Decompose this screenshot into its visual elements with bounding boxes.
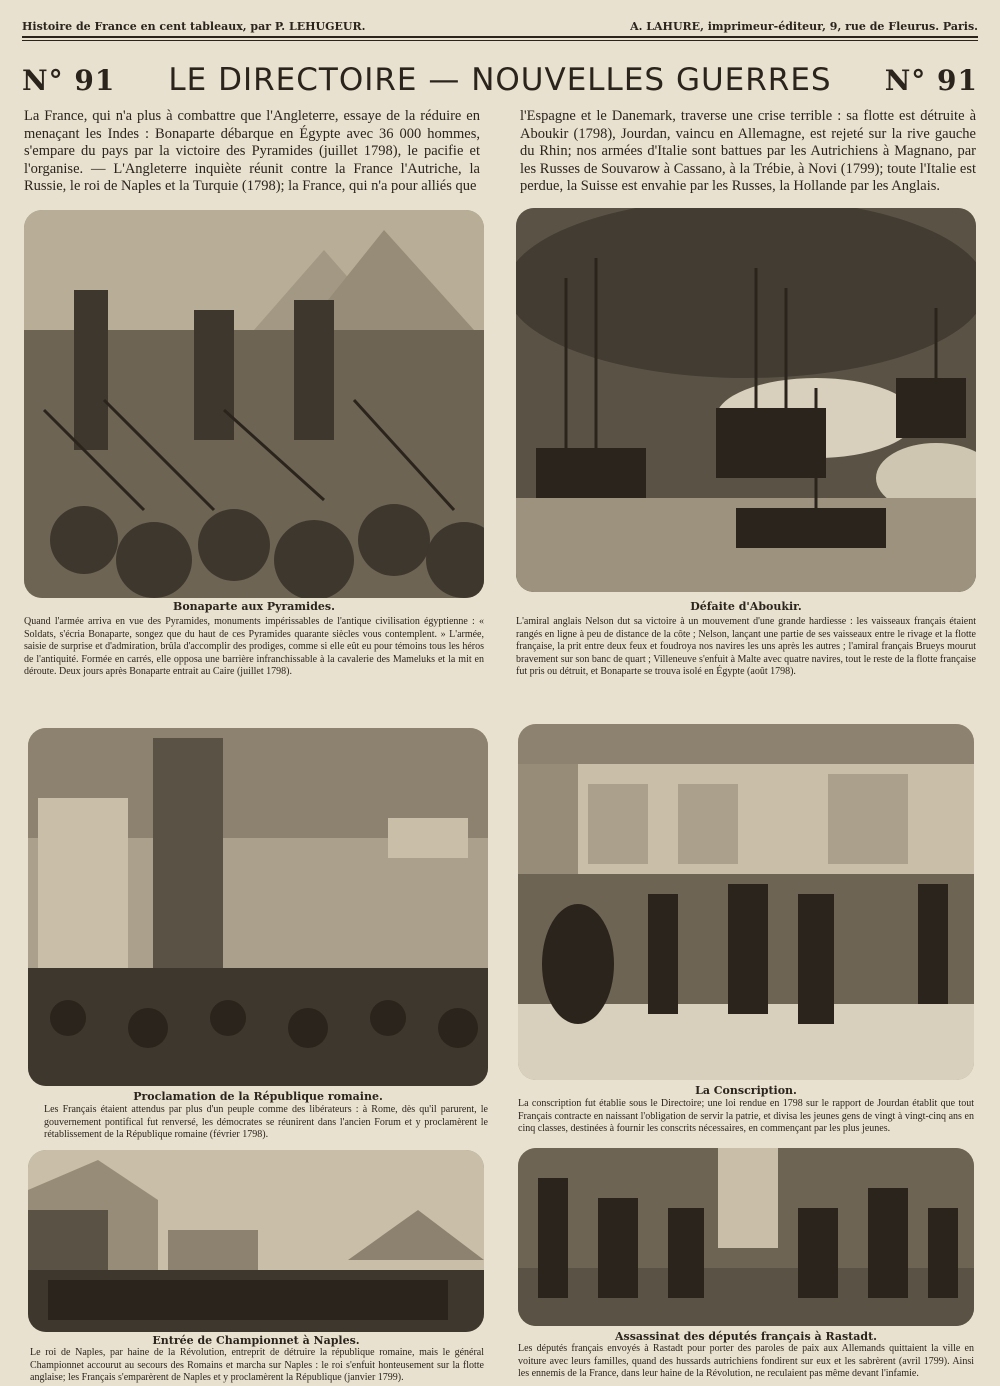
caption-title-rome: Proclamation de la République romaine.	[133, 1090, 383, 1103]
intro-column-right: l'Espagne et le Danemark, traverse une crise terrible : sa flotte est détruite à Aboukir (1798), Jourdan, vaincu en Allemagne, est rejeté sur la rive gauche du Rhin; nos armées d'Italie sont battues par les Autrichiens à Magnano, par les Russes de Souvarow à Cassano, à la Trébie, à Novi (1799); toute l'Italie est perdue, la Suisse est envahie par les Russes, la Hollande par les Anglais.	[520, 108, 976, 194]
number-right: N° 91	[884, 63, 978, 97]
engraving-conscription-art	[518, 724, 974, 1080]
header-line	[22, 16, 978, 36]
engraving-rome	[28, 728, 488, 1086]
page-title: LE DIRECTOIRE — NOUVELLES GUERRES	[168, 62, 832, 98]
engraving-rastadt	[518, 1148, 974, 1326]
title-row	[22, 58, 978, 102]
header-rule	[22, 36, 978, 38]
caption-text-rastadt: Les députés français envoyés à Rastadt pour porter des paroles de paix aux Allemands quittaient la ville en voiture avec leurs familles, quand des hussards autrichiens fondirent sur eux et les sabrèrent (avril 1799). Ainsi les ennemis de la France, dans leur haine de la Révolution, ne reculaient pas même devant l'infamie.	[518, 1343, 974, 1379]
caption-text-pyramides: Quand l'armée arriva en vue des Pyramides, monuments impérissables de l'antique civilisation égyptienne : « Soldats, s'écria Bonaparte, songez que du haut de ces Pyramides quarante siècles vous contemplent. » L'armée, saisie de surprise et d'admiration, brûla d'accomplir des prodiges, comme si elle eût eu pour témoins tous les héros de l'antiquité. Formée en carrés, elle opposa une barrière infranchissable à la cavalerie des Mameluks et la mit en déroute. Deux jours après Bonaparte entrait au Caire (juillet 1798).	[24, 616, 484, 677]
caption-title-conscription: La Conscription.	[695, 1084, 797, 1097]
engraving-rastadt-art	[518, 1148, 974, 1326]
engraving-aboukir-art	[516, 208, 976, 592]
caption-text-aboukir: L'amiral anglais Nelson dut sa victoire à un mouvement d'une grande hardiesse : les vaisseaux français étaient rangés en ligne à peu de distance de la côte ; Nelson, lançant une partie de ses vaisseaux entre le rivage et la flotte française, la prit entre deux feux et foudroya nos navires les uns après les autres ; l'amiral français Brueys mourut bravement sur son banc de quart ; Villeneuve s'enfuit à Malte avec quatre navires, tout le reste de la flotte française fut pris ou détruit, et Bonaparte se trouva isolé en Égypte (août 1798).	[516, 616, 976, 677]
caption-title-naples: Entrée de Championnet à Naples.	[152, 1334, 360, 1347]
caption-text-rome: Les Français étaient attendus par plus d'un peuple comme des libérateurs : à Rome, dès qu'il parurent, le gouvernement pontifical fut renversé, les démocrates se réunirent dans l'ancien Forum et y proclamèrent le rétablissement de la République romaine (février 1798).	[44, 1104, 488, 1140]
caption-title-rastadt: Assassinat des députés français à Rastadt.	[614, 1330, 877, 1343]
intro-text	[24, 108, 976, 200]
engraving-rome-art	[28, 728, 488, 1086]
number-left: N° 91	[22, 63, 116, 97]
caption-title-aboukir: Défaite d'Aboukir.	[690, 600, 802, 613]
caption-text-naples: Le roi de Naples, par haine de la Révolution, entreprit de détruire la république romaine, mais le général Championnet accourut au secours des Romains et marcha sur Naples : le roi s'enfuit honteusement sur la flotte anglaise; les Français s'emparèrent de Naples et y proclamèrent la République (janvier 1799).	[30, 1347, 484, 1383]
engraving-naples-art	[28, 1150, 484, 1332]
header-right: A. LAHURE, imprimeur-éditeur, 9, rue de Fleurus. Paris.	[630, 19, 978, 33]
engraving-pyramides	[24, 210, 484, 598]
caption-text-conscription: La conscription fut établie sous le Directoire; une loi rendue en 1798 sur le rapport de Jourdan établit que tout Français contracte en naissant l'obligation de servir la patrie, et divisa les jeunes gens de vingt à vingt-cinq ans en cinq classes, destinées à fournir les conscrits nécessaires, en commençant par les plus jeunes.	[518, 1098, 974, 1134]
engraving-naples	[28, 1150, 484, 1332]
header-rule-thin	[22, 40, 978, 41]
engraving-aboukir	[516, 208, 976, 592]
intro-column-left: La France, qui n'a plus à combattre que l'Angleterre, essaye de la réduire en menaçant les Indes : Bonaparte débarque en Égypte avec 36 000 hommes, s'empare du pays par la victoire des Pyramides (juillet 1798), le pacifie et l'organise. — L'Angleterre inquiète réunit contre la France l'Autriche, la Russie, le roi de Naples et la Turquie (1798); la France, qui n'a pour alliés que	[24, 108, 480, 194]
caption-title-pyramides: Bonaparte aux Pyramides.	[173, 600, 335, 613]
engraving-conscription	[518, 724, 974, 1080]
engraving-pyramides-art	[24, 210, 484, 598]
header-left: Histoire de France en cent tableaux, par P. LEHUGEUR.	[22, 19, 366, 33]
